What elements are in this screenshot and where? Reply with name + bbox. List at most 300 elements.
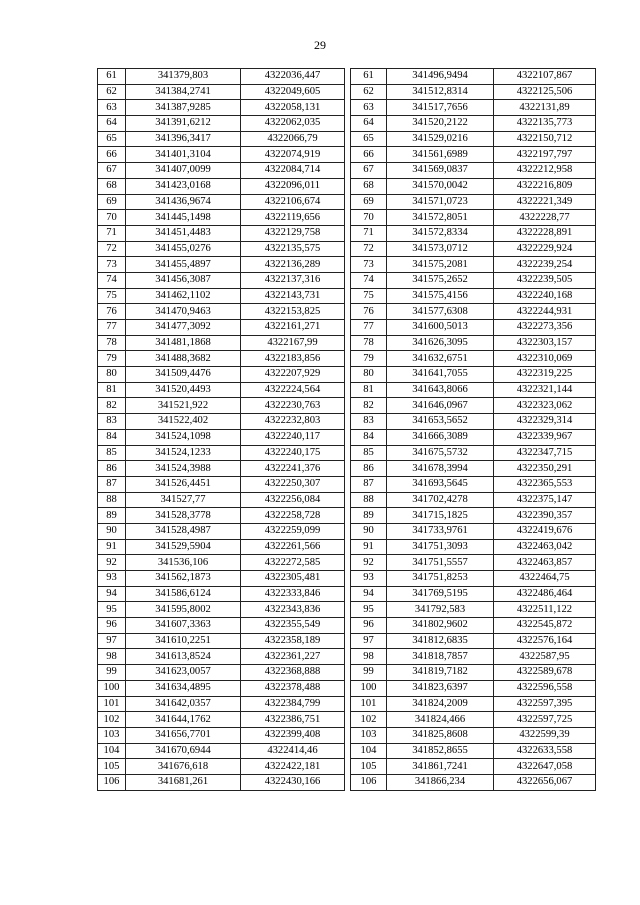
point-number-cell: 65 <box>98 131 126 147</box>
x-coordinate-cell: 341496,9494 <box>387 69 494 85</box>
x-coordinate-cell: 341653,5652 <box>387 414 494 430</box>
table-row <box>351 304 596 320</box>
table-row <box>98 398 345 414</box>
point-number-cell: 61 <box>351 69 387 85</box>
y-coordinate-cell: 4322422,181 <box>241 759 345 775</box>
y-coordinate-cell: 4322511,122 <box>494 602 596 618</box>
y-coordinate-cell: 4322633,558 <box>494 743 596 759</box>
x-coordinate-cell: 341423,0168 <box>126 178 241 194</box>
table-row <box>351 178 596 194</box>
table-row <box>351 696 596 712</box>
x-coordinate-cell: 341642,0357 <box>126 696 241 712</box>
point-number-cell: 88 <box>98 492 126 508</box>
x-coordinate-cell: 341391,6212 <box>126 116 241 132</box>
table-row <box>351 759 596 775</box>
x-coordinate-cell: 341573,0712 <box>387 241 494 257</box>
point-number-cell: 69 <box>98 194 126 210</box>
x-coordinate-cell: 341825,8608 <box>387 727 494 743</box>
y-coordinate-cell: 4322384,799 <box>241 696 345 712</box>
y-coordinate-cell: 4322240,175 <box>241 445 345 461</box>
point-number-cell: 71 <box>98 225 126 241</box>
table-row <box>98 288 345 304</box>
point-number-cell: 63 <box>351 100 387 116</box>
x-coordinate-cell: 341512,8314 <box>387 84 494 100</box>
y-coordinate-cell: 4322339,967 <box>494 429 596 445</box>
x-coordinate-cell: 341528,4987 <box>126 523 241 539</box>
point-number-cell: 80 <box>351 367 387 383</box>
x-coordinate-cell: 341577,6308 <box>387 304 494 320</box>
y-coordinate-cell: 4322258,728 <box>241 508 345 524</box>
y-coordinate-cell: 4322135,773 <box>494 116 596 132</box>
y-coordinate-cell: 4322229,924 <box>494 241 596 257</box>
x-coordinate-cell: 341517,7656 <box>387 100 494 116</box>
point-number-cell: 101 <box>98 696 126 712</box>
point-number-cell: 74 <box>351 272 387 288</box>
table-row <box>351 335 596 351</box>
y-coordinate-cell: 4322430,166 <box>241 774 345 790</box>
table-row <box>98 555 345 571</box>
table-row <box>98 743 345 759</box>
table-row <box>351 131 596 147</box>
x-coordinate-cell: 341824,2009 <box>387 696 494 712</box>
x-coordinate-cell: 341477,3092 <box>126 320 241 336</box>
y-coordinate-cell: 4322167,99 <box>241 335 345 351</box>
x-coordinate-cell: 341634,4895 <box>126 680 241 696</box>
point-number-cell: 76 <box>98 304 126 320</box>
y-coordinate-cell: 4322386,751 <box>241 712 345 728</box>
x-coordinate-cell: 341562,1873 <box>126 571 241 587</box>
table-row <box>98 696 345 712</box>
y-coordinate-cell: 4322365,553 <box>494 476 596 492</box>
point-number-cell: 106 <box>98 774 126 790</box>
point-number-cell: 90 <box>98 523 126 539</box>
table-row <box>351 163 596 179</box>
x-coordinate-cell: 341569,0837 <box>387 163 494 179</box>
table-row <box>98 84 345 100</box>
point-number-cell: 106 <box>351 774 387 790</box>
point-number-cell: 63 <box>98 100 126 116</box>
y-coordinate-cell: 4322347,715 <box>494 445 596 461</box>
y-coordinate-cell: 4322355,549 <box>241 618 345 634</box>
y-coordinate-cell: 4322239,254 <box>494 257 596 273</box>
table-row <box>351 367 596 383</box>
point-number-cell: 68 <box>98 178 126 194</box>
point-number-cell: 77 <box>98 320 126 336</box>
table-row <box>98 461 345 477</box>
point-number-cell: 86 <box>351 461 387 477</box>
x-coordinate-cell: 341751,5557 <box>387 555 494 571</box>
table-row <box>351 116 596 132</box>
point-number-cell: 97 <box>351 633 387 649</box>
point-number-cell: 104 <box>98 743 126 759</box>
point-number-cell: 84 <box>98 429 126 445</box>
point-number-cell: 102 <box>351 712 387 728</box>
table-row <box>351 351 596 367</box>
x-coordinate-cell: 341522,402 <box>126 414 241 430</box>
y-coordinate-cell: 4322066,79 <box>241 131 345 147</box>
table-row <box>351 571 596 587</box>
y-coordinate-cell: 4322230,763 <box>241 398 345 414</box>
x-coordinate-cell: 341681,261 <box>126 774 241 790</box>
table-row <box>98 351 345 367</box>
x-coordinate-cell: 341527,77 <box>126 492 241 508</box>
table-row <box>98 335 345 351</box>
x-coordinate-cell: 341396,3417 <box>126 131 241 147</box>
x-coordinate-cell: 341529,5904 <box>126 539 241 555</box>
point-number-cell: 75 <box>351 288 387 304</box>
table-row <box>98 210 345 226</box>
point-number-cell: 67 <box>351 163 387 179</box>
x-coordinate-cell: 341824,466 <box>387 712 494 728</box>
table-row <box>351 445 596 461</box>
y-coordinate-cell: 4322261,566 <box>241 539 345 555</box>
point-number-cell: 89 <box>351 508 387 524</box>
point-number-cell: 103 <box>351 727 387 743</box>
point-number-cell: 74 <box>98 272 126 288</box>
table-row <box>351 461 596 477</box>
table-row <box>351 774 596 790</box>
table-row <box>351 210 596 226</box>
table-row <box>351 382 596 398</box>
point-number-cell: 91 <box>98 539 126 555</box>
table-row <box>351 147 596 163</box>
point-number-cell: 94 <box>98 586 126 602</box>
y-coordinate-cell: 4322368,888 <box>241 665 345 681</box>
point-number-cell: 82 <box>98 398 126 414</box>
table-row <box>98 539 345 555</box>
x-coordinate-cell: 341571,0723 <box>387 194 494 210</box>
table-row <box>98 649 345 665</box>
y-coordinate-cell: 4322096,011 <box>241 178 345 194</box>
x-coordinate-cell: 341526,4451 <box>126 476 241 492</box>
x-coordinate-cell: 341536,106 <box>126 555 241 571</box>
y-coordinate-cell: 4322216,809 <box>494 178 596 194</box>
y-coordinate-cell: 4322197,797 <box>494 147 596 163</box>
y-coordinate-cell: 4322419,676 <box>494 523 596 539</box>
point-number-cell: 69 <box>351 194 387 210</box>
table-row <box>98 618 345 634</box>
y-coordinate-cell: 4322273,356 <box>494 320 596 336</box>
x-coordinate-cell: 341509,4476 <box>126 367 241 383</box>
x-coordinate-cell: 341407,0099 <box>126 163 241 179</box>
point-number-cell: 98 <box>351 649 387 665</box>
table-row <box>351 602 596 618</box>
point-number-cell: 68 <box>351 178 387 194</box>
y-coordinate-cell: 4322464,75 <box>494 571 596 587</box>
point-number-cell: 79 <box>98 351 126 367</box>
x-coordinate-cell: 341646,0967 <box>387 398 494 414</box>
table-row <box>351 492 596 508</box>
y-coordinate-cell: 4322329,314 <box>494 414 596 430</box>
x-coordinate-cell: 341575,2081 <box>387 257 494 273</box>
table-row <box>98 367 345 383</box>
point-number-cell: 97 <box>98 633 126 649</box>
point-number-cell: 96 <box>351 618 387 634</box>
coordinates-table-left <box>97 68 345 791</box>
y-coordinate-cell: 4322343,836 <box>241 602 345 618</box>
table-row <box>351 288 596 304</box>
x-coordinate-cell: 341520,4493 <box>126 382 241 398</box>
x-coordinate-cell: 341384,2741 <box>126 84 241 100</box>
y-coordinate-cell: 4322486,464 <box>494 586 596 602</box>
x-coordinate-cell: 341751,3093 <box>387 539 494 555</box>
x-coordinate-cell: 341455,4897 <box>126 257 241 273</box>
table-row <box>98 225 345 241</box>
point-number-cell: 77 <box>351 320 387 336</box>
x-coordinate-cell: 341455,0276 <box>126 241 241 257</box>
table-row <box>98 147 345 163</box>
y-coordinate-cell: 4322323,062 <box>494 398 596 414</box>
y-coordinate-cell: 4322597,725 <box>494 712 596 728</box>
table-row <box>98 727 345 743</box>
y-coordinate-cell: 4322221,349 <box>494 194 596 210</box>
point-number-cell: 93 <box>98 571 126 587</box>
y-coordinate-cell: 4322125,506 <box>494 84 596 100</box>
table-row <box>351 194 596 210</box>
y-coordinate-cell: 4322240,117 <box>241 429 345 445</box>
table-row <box>98 382 345 398</box>
y-coordinate-cell: 4322256,084 <box>241 492 345 508</box>
point-number-cell: 78 <box>98 335 126 351</box>
point-number-cell: 94 <box>351 586 387 602</box>
table-row <box>98 116 345 132</box>
point-number-cell: 100 <box>351 680 387 696</box>
point-number-cell: 84 <box>351 429 387 445</box>
table-row <box>98 586 345 602</box>
y-coordinate-cell: 4322647,058 <box>494 759 596 775</box>
x-coordinate-cell: 341670,6944 <box>126 743 241 759</box>
x-coordinate-cell: 341818,7857 <box>387 649 494 665</box>
point-number-cell: 100 <box>98 680 126 696</box>
x-coordinate-cell: 341595,8002 <box>126 602 241 618</box>
point-number-cell: 62 <box>351 84 387 100</box>
x-coordinate-cell: 341456,3087 <box>126 272 241 288</box>
table-row <box>351 508 596 524</box>
x-coordinate-cell: 341575,4156 <box>387 288 494 304</box>
y-coordinate-cell: 4322153,825 <box>241 304 345 320</box>
table-row <box>351 665 596 681</box>
y-coordinate-cell: 4322241,376 <box>241 461 345 477</box>
y-coordinate-cell: 4322414,46 <box>241 743 345 759</box>
point-number-cell: 75 <box>98 288 126 304</box>
point-number-cell: 64 <box>98 116 126 132</box>
point-number-cell: 91 <box>351 539 387 555</box>
y-coordinate-cell: 4322596,558 <box>494 680 596 696</box>
y-coordinate-cell: 4322399,408 <box>241 727 345 743</box>
y-coordinate-cell: 4322074,919 <box>241 147 345 163</box>
x-coordinate-cell: 341866,234 <box>387 774 494 790</box>
table-row <box>351 618 596 634</box>
x-coordinate-cell: 341802,9602 <box>387 618 494 634</box>
y-coordinate-cell: 4322240,168 <box>494 288 596 304</box>
y-coordinate-cell: 4322183,856 <box>241 351 345 367</box>
point-number-cell: 72 <box>98 241 126 257</box>
table-row <box>98 320 345 336</box>
y-coordinate-cell: 4322036,447 <box>241 69 345 85</box>
y-coordinate-cell: 4322333,846 <box>241 586 345 602</box>
y-coordinate-cell: 4322131,89 <box>494 100 596 116</box>
point-number-cell: 79 <box>351 351 387 367</box>
y-coordinate-cell: 4322224,564 <box>241 382 345 398</box>
point-number-cell: 64 <box>351 116 387 132</box>
point-number-cell: 71 <box>351 225 387 241</box>
point-number-cell: 72 <box>351 241 387 257</box>
y-coordinate-cell: 4322576,164 <box>494 633 596 649</box>
point-number-cell: 73 <box>351 257 387 273</box>
y-coordinate-cell: 4322244,931 <box>494 304 596 320</box>
x-coordinate-cell: 341676,618 <box>126 759 241 775</box>
table-row <box>98 445 345 461</box>
x-coordinate-cell: 341600,5013 <box>387 320 494 336</box>
point-number-cell: 73 <box>98 257 126 273</box>
x-coordinate-cell: 341607,3363 <box>126 618 241 634</box>
table-row <box>351 539 596 555</box>
y-coordinate-cell: 4322135,575 <box>241 241 345 257</box>
table-row <box>98 178 345 194</box>
x-coordinate-cell: 341401,3104 <box>126 147 241 163</box>
y-coordinate-cell: 4322319,225 <box>494 367 596 383</box>
point-number-cell: 102 <box>98 712 126 728</box>
point-number-cell: 81 <box>98 382 126 398</box>
table-row <box>351 225 596 241</box>
table-row <box>351 555 596 571</box>
table-row <box>351 84 596 100</box>
point-number-cell: 99 <box>351 665 387 681</box>
table-row <box>351 586 596 602</box>
point-number-cell: 87 <box>98 476 126 492</box>
x-coordinate-cell: 341666,3089 <box>387 429 494 445</box>
x-coordinate-cell: 341641,7055 <box>387 367 494 383</box>
x-coordinate-cell: 341572,8051 <box>387 210 494 226</box>
table-row <box>98 194 345 210</box>
y-coordinate-cell: 4322161,271 <box>241 320 345 336</box>
point-number-cell: 90 <box>351 523 387 539</box>
point-number-cell: 95 <box>351 602 387 618</box>
table-row <box>98 429 345 445</box>
table-row <box>98 414 345 430</box>
x-coordinate-cell: 341626,3095 <box>387 335 494 351</box>
table-row <box>98 257 345 273</box>
y-coordinate-cell: 4322361,227 <box>241 649 345 665</box>
x-coordinate-cell: 341436,9674 <box>126 194 241 210</box>
point-number-cell: 62 <box>98 84 126 100</box>
table-row <box>98 163 345 179</box>
y-coordinate-cell: 4322321,144 <box>494 382 596 398</box>
table-row <box>351 320 596 336</box>
point-number-cell: 83 <box>351 414 387 430</box>
x-coordinate-cell: 341678,3994 <box>387 461 494 477</box>
table-row <box>351 712 596 728</box>
y-coordinate-cell: 4322207,929 <box>241 367 345 383</box>
x-coordinate-cell: 341643,8066 <box>387 382 494 398</box>
y-coordinate-cell: 4322239,505 <box>494 272 596 288</box>
x-coordinate-cell: 341445,1498 <box>126 210 241 226</box>
point-number-cell: 104 <box>351 743 387 759</box>
x-coordinate-cell: 341528,3778 <box>126 508 241 524</box>
x-coordinate-cell: 341675,5732 <box>387 445 494 461</box>
point-number-cell: 105 <box>351 759 387 775</box>
table-row <box>351 476 596 492</box>
x-coordinate-cell: 341570,0042 <box>387 178 494 194</box>
y-coordinate-cell: 4322303,157 <box>494 335 596 351</box>
point-number-cell: 85 <box>351 445 387 461</box>
y-coordinate-cell: 4322228,891 <box>494 225 596 241</box>
table-row <box>98 665 345 681</box>
point-number-cell: 76 <box>351 304 387 320</box>
x-coordinate-cell: 341379,803 <box>126 69 241 85</box>
point-number-cell: 67 <box>98 163 126 179</box>
point-number-cell: 70 <box>351 210 387 226</box>
x-coordinate-cell: 341524,1098 <box>126 429 241 445</box>
table-row <box>98 602 345 618</box>
coordinates-table-right <box>350 68 596 791</box>
y-coordinate-cell: 4322049,605 <box>241 84 345 100</box>
y-coordinate-cell: 4322259,099 <box>241 523 345 539</box>
point-number-cell: 81 <box>351 382 387 398</box>
x-coordinate-cell: 341751,8253 <box>387 571 494 587</box>
y-coordinate-cell: 4322272,585 <box>241 555 345 571</box>
point-number-cell: 70 <box>98 210 126 226</box>
table-row <box>351 398 596 414</box>
y-coordinate-cell: 4322350,291 <box>494 461 596 477</box>
table-row <box>351 523 596 539</box>
table-row <box>98 241 345 257</box>
table-row <box>98 69 345 85</box>
x-coordinate-cell: 341715,1825 <box>387 508 494 524</box>
x-coordinate-cell: 341481,1868 <box>126 335 241 351</box>
point-number-cell: 83 <box>98 414 126 430</box>
table-row <box>98 476 345 492</box>
point-number-cell: 99 <box>98 665 126 681</box>
point-number-cell: 88 <box>351 492 387 508</box>
point-number-cell: 89 <box>98 508 126 524</box>
y-coordinate-cell: 4322250,307 <box>241 476 345 492</box>
y-coordinate-cell: 4322310,069 <box>494 351 596 367</box>
table-row <box>98 571 345 587</box>
x-coordinate-cell: 341733,9761 <box>387 523 494 539</box>
table-row <box>351 257 596 273</box>
table-row <box>98 131 345 147</box>
table-row <box>351 241 596 257</box>
y-coordinate-cell: 4322150,712 <box>494 131 596 147</box>
x-coordinate-cell: 341632,6751 <box>387 351 494 367</box>
x-coordinate-cell: 341769,5195 <box>387 586 494 602</box>
point-number-cell: 101 <box>351 696 387 712</box>
point-number-cell: 105 <box>98 759 126 775</box>
table-row <box>98 523 345 539</box>
point-number-cell: 98 <box>98 649 126 665</box>
table-row <box>98 774 345 790</box>
y-coordinate-cell: 4322597,395 <box>494 696 596 712</box>
x-coordinate-cell: 341812,6835 <box>387 633 494 649</box>
x-coordinate-cell: 341623,0057 <box>126 665 241 681</box>
y-coordinate-cell: 4322228,77 <box>494 210 596 226</box>
table-row <box>351 633 596 649</box>
x-coordinate-cell: 341520,2122 <box>387 116 494 132</box>
point-number-cell: 78 <box>351 335 387 351</box>
x-coordinate-cell: 341823,6397 <box>387 680 494 696</box>
y-coordinate-cell: 4322136,289 <box>241 257 345 273</box>
y-coordinate-cell: 4322305,481 <box>241 571 345 587</box>
y-coordinate-cell: 4322375,147 <box>494 492 596 508</box>
point-number-cell: 95 <box>98 602 126 618</box>
point-number-cell: 93 <box>351 571 387 587</box>
point-number-cell: 65 <box>351 131 387 147</box>
point-number-cell: 103 <box>98 727 126 743</box>
point-number-cell: 80 <box>98 367 126 383</box>
x-coordinate-cell: 341572,8334 <box>387 225 494 241</box>
x-coordinate-cell: 341644,1762 <box>126 712 241 728</box>
